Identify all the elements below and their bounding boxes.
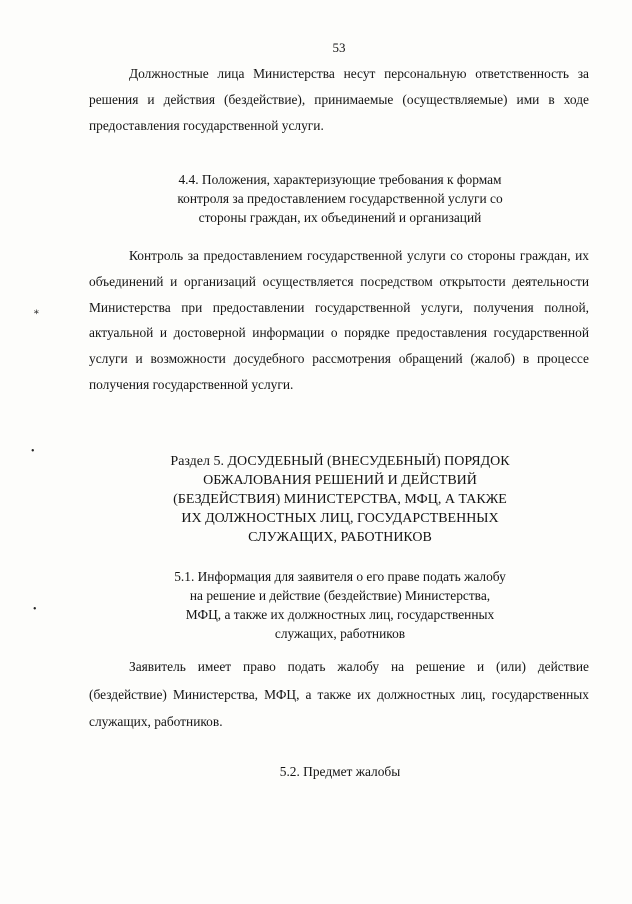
heading-4-4-line-1: 4.4. Положения, характеризующие требования к формам [178, 172, 502, 187]
heading-5-1-line-1: 5.1. Информация для заявителя о его праве подать жалобу [174, 569, 506, 584]
heading-4-4-line-3: стороны граждан, их объединений и организаций [198, 210, 482, 225]
heading-5-2: 5.2. Предмет жалобы [279, 764, 401, 779]
heading-5-1-line-2: на решение и действие (бездействие) Министерства, [189, 588, 491, 603]
paragraph-control: Контроль за предоставлением государственной услуги со стороны граждан, их объединений и организаций осуществляется посредством открытости деятельности Министерства при предоставлении государственной услуги, получения полной, актуальной и достоверной информации о порядке предоставления государственной услуги и возможности досудебного рассмотрения обращений (жалоб) в процессе получения государственной услуги. [89, 248, 589, 392]
section-5-line-4: ИХ ДОЛЖНОСТНЫХ ЛИЦ, ГОСУДАРСТВЕННЫХ [181, 511, 499, 526]
scan-speck: • [33, 604, 37, 615]
heading-4-4 [120, 170, 560, 227]
heading-5-1 [120, 567, 560, 643]
section-5-line-2: ОБЖАЛОВАНИЯ РЕШЕНИЙ И ДЕЙСТВИЙ [203, 473, 477, 488]
heading-5-1-line-4: служащих, работников [274, 626, 406, 641]
heading-5-1-line-3: МФЦ, а также их должностных лиц, государственных [185, 607, 495, 622]
heading-4-4-line-2: контроля за предоставлением государственной услуги со [177, 191, 503, 206]
section-5-title [120, 452, 560, 547]
paragraph-responsibility: Должностные лица Министерства несут персональную ответственность за решения и действия (бездействие), принимаемые (осуществляемые) ими в ходе предоставления государственной услуги. [89, 66, 589, 133]
scan-speck: • [31, 446, 35, 457]
page-number: 53 [332, 40, 346, 55]
section-5-line-5: СЛУЖАЩИХ, РАБОТНИКОВ [248, 530, 432, 545]
scan-speck: ∗ [33, 307, 40, 318]
section-5-line-1: Раздел 5. ДОСУДЕБНЫЙ (ВНЕСУДЕБНЫЙ) ПОРЯДОК [170, 454, 510, 469]
section-5-line-3: (БЕЗДЕЙСТВИЯ) МИНИСТЕРСТВА, МФЦ, А ТАКЖЕ [173, 492, 507, 507]
paragraph-right-to-complain: Заявитель имеет право подать жалобу на решение и (или) действие (бездействие) Министерства, МФЦ, а также их должностных лиц, государственных служащих, работников. [89, 659, 589, 729]
